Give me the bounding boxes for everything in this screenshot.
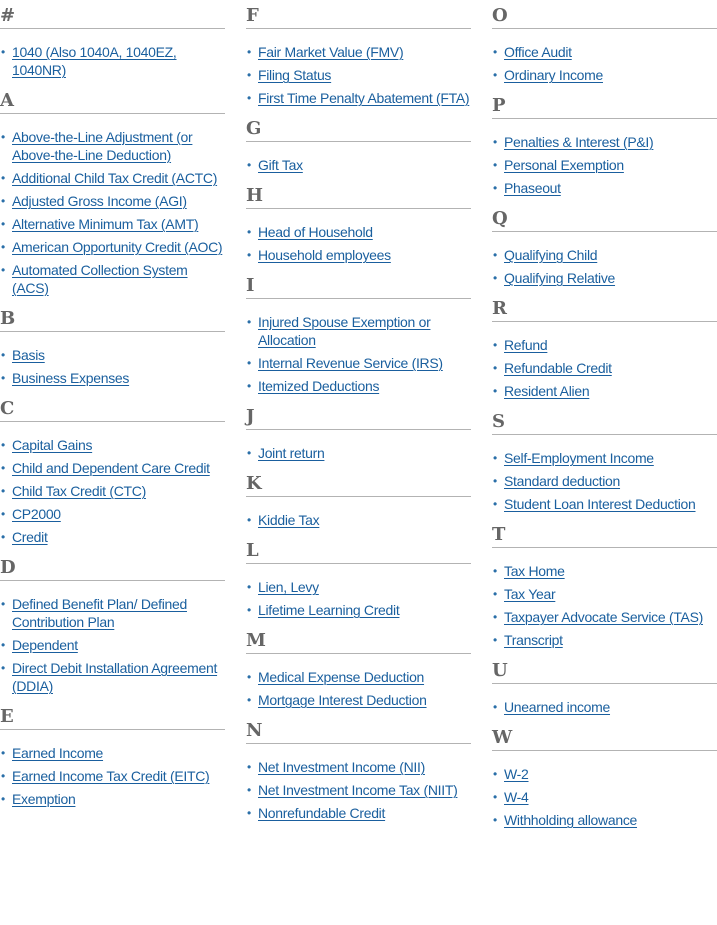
term-list-item <box>0 192 225 210</box>
term-list-item <box>0 215 225 233</box>
term-list-item <box>492 765 717 783</box>
term-list-item <box>492 608 717 626</box>
bullet-icon: • <box>1 45 5 59</box>
term-link[interactable]: Qualifying Relative <box>504 270 616 286</box>
term-list <box>0 744 225 808</box>
glossary-section <box>246 180 471 264</box>
term-list-item <box>0 169 225 187</box>
glossary-section <box>0 85 225 297</box>
section-letter-heading: D <box>0 552 225 581</box>
bullet-icon: • <box>1 769 5 783</box>
glossary-section <box>492 203 717 287</box>
bullet-icon: • <box>1 438 5 452</box>
term-list <box>246 223 471 264</box>
term-list-item <box>492 631 717 649</box>
glossary-section <box>0 303 225 387</box>
term-list <box>0 43 225 79</box>
term-link[interactable]: W-4 <box>504 789 529 805</box>
term-link[interactable]: Office Audit <box>504 44 572 60</box>
term-link[interactable]: Lien, Levy <box>258 579 319 595</box>
term-list-item <box>0 636 225 654</box>
term-link[interactable]: American Opportunity Credit (AOC) <box>12 239 223 255</box>
term-list <box>492 246 717 287</box>
bullet-icon: • <box>247 91 251 105</box>
bullet-icon: • <box>247 783 251 797</box>
term-list-item <box>0 790 225 808</box>
section-letter-heading: Q <box>492 203 717 232</box>
term-list <box>246 511 471 529</box>
term-list <box>246 156 471 174</box>
term-link[interactable]: Household employees <box>258 247 391 263</box>
bullet-icon: • <box>493 633 497 647</box>
glossary-section <box>246 113 471 174</box>
term-list-item <box>492 495 717 513</box>
section-letter-heading: O <box>492 0 717 29</box>
term-link[interactable]: Fair Market Value (FMV) <box>258 44 404 60</box>
term-list <box>492 133 717 197</box>
bullet-icon: • <box>247 580 251 594</box>
term-list-item <box>246 511 471 529</box>
glossary-section <box>0 393 225 546</box>
term-link[interactable]: Internal Revenue Service (IRS) <box>258 355 443 371</box>
section-letter-heading: W <box>492 722 717 751</box>
bullet-icon: • <box>493 813 497 827</box>
term-list <box>246 758 471 822</box>
term-list-item <box>492 811 717 829</box>
term-link[interactable]: Gift Tax <box>258 157 303 173</box>
term-link[interactable]: Additional Child Tax Credit (ACTC) <box>12 170 218 186</box>
section-letter-heading: E <box>0 701 225 730</box>
term-link[interactable]: Filing Status <box>258 67 332 83</box>
bullet-icon: • <box>1 348 5 362</box>
term-list-item <box>246 804 471 822</box>
term-link[interactable]: Student Loan Interest Deduction <box>504 496 696 512</box>
section-letter-heading: U <box>492 655 717 684</box>
term-link[interactable]: Tax Year <box>504 586 556 602</box>
section-letter-heading: # <box>0 0 225 29</box>
bullet-icon: • <box>247 513 251 527</box>
section-letter-heading: J <box>246 401 471 430</box>
bullet-icon: • <box>247 760 251 774</box>
term-link[interactable]: Tax Home <box>504 563 565 579</box>
term-list-item <box>0 482 225 500</box>
term-list-item <box>0 767 225 785</box>
bullet-icon: • <box>493 564 497 578</box>
term-list-item <box>0 369 225 387</box>
section-letter-heading: L <box>246 535 471 564</box>
bullet-icon: • <box>493 248 497 262</box>
bullet-icon: • <box>493 271 497 285</box>
term-link[interactable]: Penalties & Interest (P&I) <box>504 134 654 150</box>
glossary-section <box>0 552 225 695</box>
term-list-item <box>492 66 717 84</box>
term-list-item <box>0 459 225 477</box>
bullet-icon: • <box>493 158 497 172</box>
bullet-icon: • <box>493 68 497 82</box>
term-list-item <box>246 668 471 686</box>
term-link[interactable]: Personal Exemption <box>504 157 624 173</box>
term-link[interactable]: CP2000 <box>12 506 61 522</box>
bullet-icon: • <box>1 240 5 254</box>
term-list-item <box>0 128 225 164</box>
term-list <box>246 313 471 395</box>
glossary-section <box>0 701 225 808</box>
glossary-section <box>246 270 471 395</box>
bullet-icon: • <box>247 670 251 684</box>
term-list-item <box>246 66 471 84</box>
bullet-icon: • <box>493 610 497 624</box>
term-list-item <box>246 354 471 372</box>
term-list-item <box>246 691 471 709</box>
term-link[interactable]: Lifetime Learning Credit <box>258 602 400 618</box>
term-list-item <box>0 744 225 762</box>
term-link[interactable]: Transcript <box>504 632 563 648</box>
term-list-item <box>0 436 225 454</box>
term-link[interactable]: Direct Debit Installation Agreement (DDIA) <box>12 660 218 694</box>
bullet-icon: • <box>493 181 497 195</box>
term-list <box>0 436 225 546</box>
term-list-item <box>492 382 717 400</box>
term-list <box>0 595 225 695</box>
term-list-item <box>492 246 717 264</box>
term-list-item <box>492 698 717 716</box>
glossary-section <box>492 90 717 197</box>
term-list-item <box>0 659 225 695</box>
term-list-item <box>492 788 717 806</box>
term-link[interactable]: Earned Income Tax Credit (EITC) <box>12 768 210 784</box>
term-link[interactable]: Above-the-Line Adjustment (or Above-the-Line Deduction) <box>12 129 193 163</box>
term-link[interactable]: Unearned income <box>504 699 611 715</box>
term-link[interactable]: Dependent <box>12 637 78 653</box>
bullet-icon: • <box>1 638 5 652</box>
term-link[interactable]: Ordinary Income <box>504 67 603 83</box>
section-letter-heading: K <box>246 468 471 497</box>
term-link[interactable]: Resident Alien <box>504 383 590 399</box>
term-list <box>246 578 471 619</box>
term-list-item <box>246 156 471 174</box>
term-link[interactable]: Refund <box>504 337 548 353</box>
bullet-icon: • <box>247 45 251 59</box>
term-list-item <box>492 336 717 354</box>
bullet-icon: • <box>493 451 497 465</box>
term-list-item <box>246 89 471 107</box>
term-link[interactable]: Net Investment Income (NII) <box>258 759 425 775</box>
term-list <box>492 698 717 716</box>
term-list <box>0 346 225 387</box>
term-list <box>246 668 471 709</box>
section-letter-heading: R <box>492 293 717 322</box>
term-link[interactable]: Child and Dependent Care Credit <box>12 460 210 476</box>
glossary-section <box>492 0 717 84</box>
bullet-icon: • <box>493 767 497 781</box>
term-link[interactable]: Basis <box>12 347 45 363</box>
bullet-icon: • <box>1 661 5 675</box>
glossary-section <box>246 625 471 709</box>
bullet-icon: • <box>1 171 5 185</box>
section-letter-heading: T <box>492 519 717 548</box>
term-list-item <box>0 261 225 297</box>
bullet-icon: • <box>247 603 251 617</box>
glossary-section <box>492 655 717 716</box>
section-letter-heading: G <box>246 113 471 142</box>
glossary-column <box>492 0 717 835</box>
term-link[interactable]: Self-Employment Income <box>504 450 654 466</box>
term-link[interactable]: Medical Expense Deduction <box>258 669 425 685</box>
glossary-column <box>246 0 471 828</box>
bullet-icon: • <box>247 248 251 262</box>
term-list-item <box>0 43 225 79</box>
bullet-icon: • <box>247 356 251 370</box>
term-list-item <box>492 179 717 197</box>
term-list-item <box>492 43 717 61</box>
bullet-icon: • <box>493 135 497 149</box>
term-list <box>246 444 471 462</box>
section-letter-heading: A <box>0 85 225 114</box>
bullet-icon: • <box>1 263 5 277</box>
term-list <box>492 43 717 84</box>
term-list <box>492 449 717 513</box>
bullet-icon: • <box>493 361 497 375</box>
term-link[interactable]: Phaseout <box>504 180 561 196</box>
term-list-item <box>492 156 717 174</box>
term-link[interactable]: Defined Benefit Plan/ Defined Contribution Plan <box>12 596 187 630</box>
term-list-item <box>492 562 717 580</box>
term-link[interactable]: Earned Income <box>12 745 104 761</box>
term-link[interactable]: Head of Household <box>258 224 373 240</box>
term-list-item <box>492 585 717 603</box>
bullet-icon: • <box>247 379 251 393</box>
term-link[interactable]: Qualifying Child <box>504 247 598 263</box>
term-list-item <box>0 528 225 546</box>
bullet-icon: • <box>1 746 5 760</box>
glossary-column <box>0 0 225 814</box>
section-letter-heading: M <box>246 625 471 654</box>
glossary-section <box>246 535 471 619</box>
term-link[interactable]: Mortgage Interest Deduction <box>258 692 427 708</box>
term-list-item <box>246 313 471 349</box>
term-list-item <box>492 472 717 490</box>
term-list <box>0 128 225 297</box>
term-link[interactable]: Child Tax Credit (CTC) <box>12 483 146 499</box>
term-link[interactable]: First Time Penalty Abatement (FTA) <box>258 90 470 106</box>
bullet-icon: • <box>247 806 251 820</box>
glossary-section <box>492 293 717 400</box>
bullet-icon: • <box>1 217 5 231</box>
term-link[interactable]: Automated Collection System (ACS) <box>12 262 188 296</box>
glossary-section <box>246 468 471 529</box>
bullet-icon: • <box>1 371 5 385</box>
bullet-icon: • <box>493 474 497 488</box>
term-link[interactable]: Taxpayer Advocate Service (TAS) <box>504 609 703 625</box>
bullet-icon: • <box>247 693 251 707</box>
glossary-section <box>246 715 471 822</box>
bullet-icon: • <box>247 68 251 82</box>
term-link[interactable]: Withholding allowance <box>504 812 638 828</box>
term-link[interactable]: Credit <box>12 529 48 545</box>
term-link[interactable]: Refundable Credit <box>504 360 612 376</box>
term-list-item <box>246 781 471 799</box>
term-link[interactable]: Joint return <box>258 445 325 461</box>
term-list-item <box>246 43 471 61</box>
term-list-item <box>246 601 471 619</box>
term-link[interactable]: Injured Spouse Exemption or Allocation <box>258 314 431 348</box>
glossary-section <box>492 722 717 829</box>
section-letter-heading: S <box>492 406 717 435</box>
term-list-item <box>246 377 471 395</box>
bullet-icon: • <box>247 225 251 239</box>
bullet-icon: • <box>1 597 5 611</box>
term-list <box>246 43 471 107</box>
section-letter-heading: F <box>246 0 471 29</box>
term-link[interactable]: Business Expenses <box>12 370 130 386</box>
term-link[interactable]: Kiddie Tax <box>258 512 320 528</box>
bullet-icon: • <box>1 461 5 475</box>
bullet-icon: • <box>493 45 497 59</box>
term-list-item <box>492 449 717 467</box>
term-link[interactable]: Adjusted Gross Income (AGI) <box>12 193 187 209</box>
bullet-icon: • <box>493 384 497 398</box>
term-list-item <box>246 758 471 776</box>
section-letter-heading: H <box>246 180 471 209</box>
term-link[interactable]: Itemized Deductions <box>258 378 380 394</box>
term-list-item <box>246 444 471 462</box>
bullet-icon: • <box>247 446 251 460</box>
section-letter-heading: N <box>246 715 471 744</box>
glossary-section <box>492 519 717 649</box>
term-list <box>492 765 717 829</box>
bullet-icon: • <box>1 507 5 521</box>
term-list-item <box>492 133 717 151</box>
term-list-item <box>0 346 225 364</box>
section-letter-heading: I <box>246 270 471 299</box>
term-list-item <box>492 269 717 287</box>
bullet-icon: • <box>493 700 497 714</box>
term-link[interactable]: Capital Gains <box>12 437 93 453</box>
term-list-item <box>246 223 471 241</box>
term-link[interactable]: Net Investment Income Tax (NIIT) <box>258 782 458 798</box>
term-link[interactable]: 1040 (Also 1040A, 1040EZ, 1040NR) <box>12 44 177 78</box>
term-list <box>492 336 717 400</box>
glossary-section <box>0 0 225 79</box>
term-link[interactable]: W-2 <box>504 766 529 782</box>
term-link[interactable]: Exemption <box>12 791 76 807</box>
section-letter-heading: C <box>0 393 225 422</box>
glossary-section <box>246 401 471 462</box>
term-list-item <box>0 505 225 523</box>
bullet-icon: • <box>1 130 5 144</box>
section-letter-heading: B <box>0 303 225 332</box>
bullet-icon: • <box>1 484 5 498</box>
term-link[interactable]: Alternative Minimum Tax (AMT) <box>12 216 199 232</box>
term-list-item <box>0 595 225 631</box>
bullet-icon: • <box>247 158 251 172</box>
bullet-icon: • <box>1 530 5 544</box>
bullet-icon: • <box>493 497 497 511</box>
term-list <box>492 562 717 649</box>
term-list-item <box>246 246 471 264</box>
section-letter-heading: P <box>492 90 717 119</box>
bullet-icon: • <box>1 792 5 806</box>
term-list-item <box>0 238 225 256</box>
bullet-icon: • <box>493 338 497 352</box>
term-list-item <box>492 359 717 377</box>
bullet-icon: • <box>1 194 5 208</box>
term-list-item <box>246 578 471 596</box>
glossary-section <box>246 0 471 107</box>
bullet-icon: • <box>493 790 497 804</box>
term-link[interactable]: Standard deduction <box>504 473 621 489</box>
term-link[interactable]: Nonrefundable Credit <box>258 805 386 821</box>
glossary-section <box>492 406 717 513</box>
bullet-icon: • <box>493 587 497 601</box>
bullet-icon: • <box>247 315 251 329</box>
